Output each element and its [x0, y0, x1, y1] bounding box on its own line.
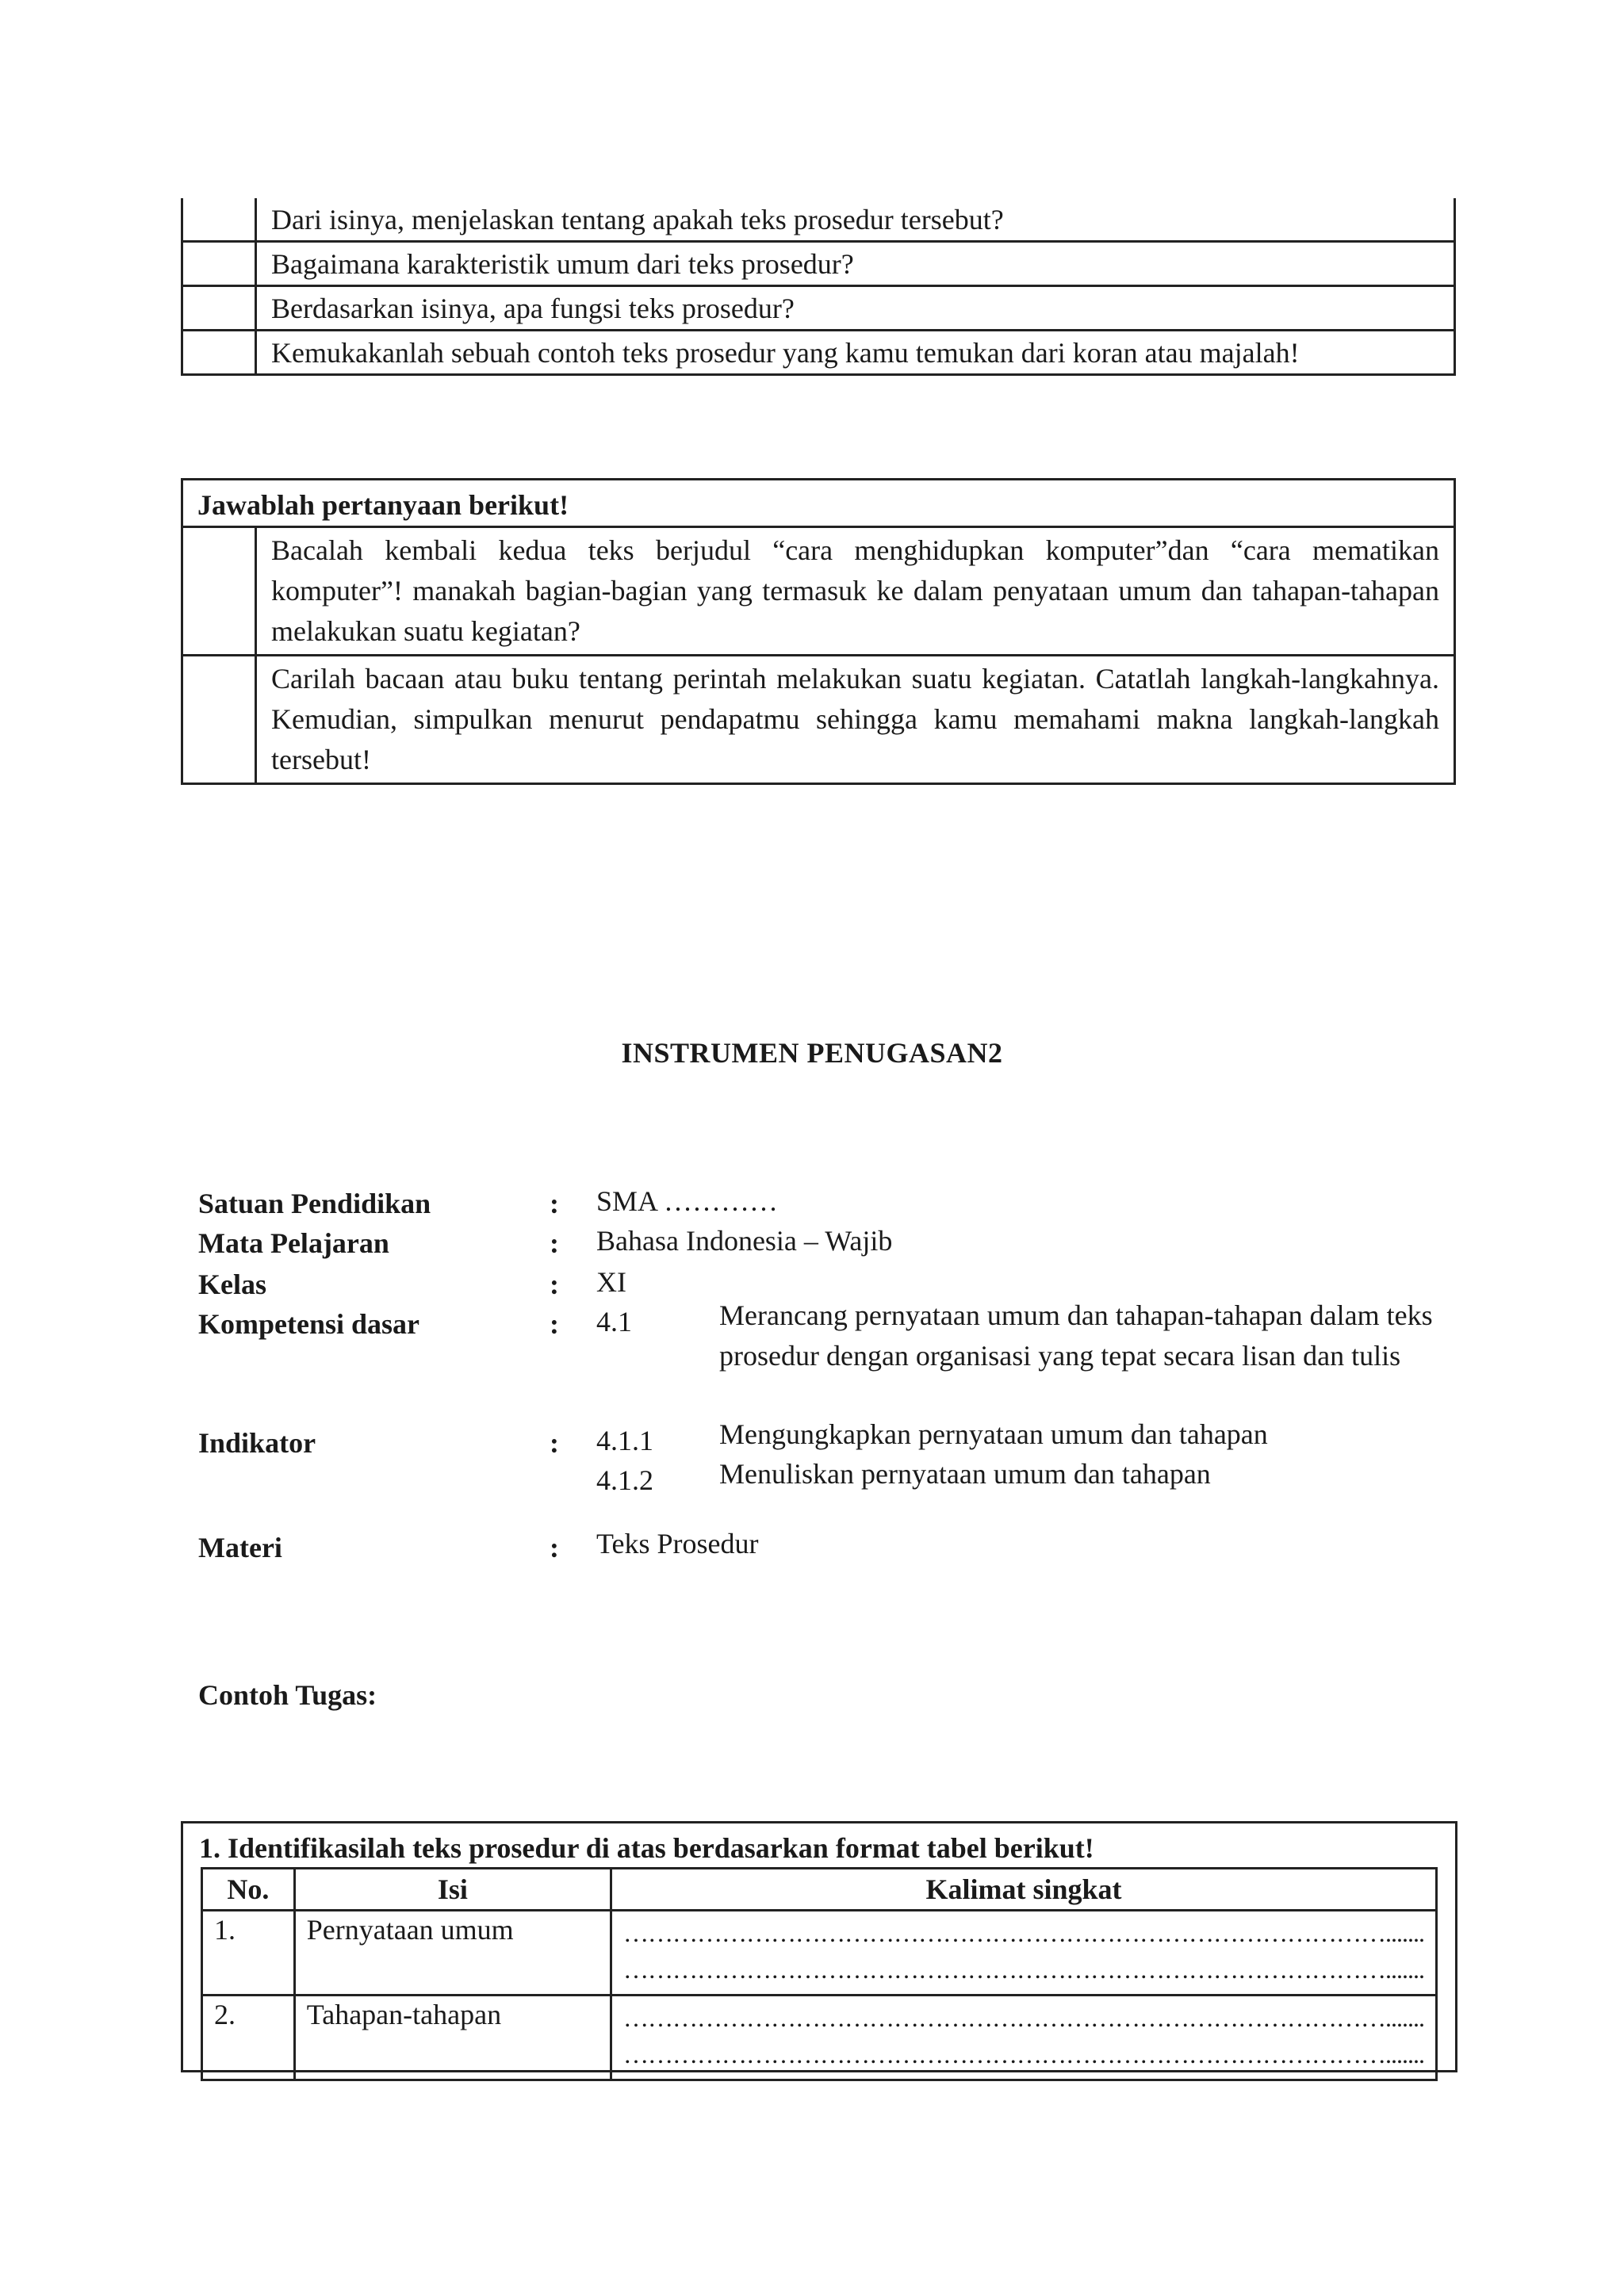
row-number: 2.: [202, 1996, 295, 2080]
table-row: [182, 656, 1455, 784]
column-header-kalimat: Kalimat singkat: [611, 1869, 1437, 1911]
materi-label: Materi: [198, 1532, 282, 1563]
question-cell: Bacalah kembali kedua teks berjudul “cara menghidupkan komputer”dan “cara mematikan komputer”! manakah bagian-bagian yang termasuk ke dalam penyataan umum dan tahapan-tahapan melakukan suatu kegiatan?: [256, 527, 1455, 656]
question-cell: Dari isinya, menjelaskan tentang apakah teks prosedur tersebut?: [256, 198, 1455, 242]
table-row: [202, 1911, 1437, 1996]
number-cell: [182, 656, 256, 784]
indikator-2-code: 4.1.2: [596, 1464, 653, 1496]
dotted-line: ………………………………………………………………………………….......: [623, 1919, 1424, 1948]
colon: :: [550, 1308, 559, 1340]
materi-value: Teks Prosedur: [596, 1528, 759, 1559]
dotted-line: ………………………………………………………………………………….......: [623, 1955, 1424, 1984]
task-instruction: 1. Identifikasilah teks prosedur di atas berdasarkan format tabel berikut!: [199, 1832, 1094, 1864]
row-content-label: Tahapan-tahapan: [294, 1996, 611, 2080]
kd-text: Merancang pernyataan umum dan tahapan-tahapan dalam teks prosedur dengan organisasi yang tepat secara lisan dan tulis: [719, 1299, 1433, 1372]
row-number: 1.: [202, 1911, 295, 1996]
example-task-heading: Contoh Tugas:: [198, 1679, 377, 1711]
satuan-label: Satuan Pendidikan: [198, 1188, 431, 1219]
table-row: [182, 286, 1455, 331]
number-cell: [182, 286, 256, 331]
kelas-label: Kelas: [198, 1269, 266, 1300]
number-cell: [182, 242, 256, 286]
answer-blank[interactable]: [611, 1996, 1437, 2080]
satuan-value: SMA …………: [596, 1185, 779, 1217]
colon: :: [550, 1427, 559, 1459]
indikator-1-text: Mengungkapkan pernyataan umum dan tahapan: [719, 1418, 1268, 1450]
number-cell: [182, 527, 256, 656]
number-cell: [182, 198, 256, 242]
number-cell: [182, 331, 256, 375]
table-row: [182, 198, 1455, 242]
indikator-label: Indikator: [198, 1427, 316, 1459]
kd-label: Kompetensi dasar: [198, 1308, 419, 1340]
table-row: [182, 331, 1455, 375]
column-header-isi: Isi: [294, 1869, 611, 1911]
kelas-value: XI: [596, 1266, 626, 1298]
table-heading: Jawablah pertanyaan berikut!: [182, 480, 1455, 527]
table-row: [202, 1996, 1437, 2080]
kd-code: 4.1: [596, 1306, 632, 1337]
answer-blank[interactable]: [611, 1911, 1437, 1996]
table-header-row: [202, 1869, 1437, 1911]
question-table-continued: [181, 198, 1456, 376]
question-cell: Berdasarkan isinya, apa fungsi teks prosedur?: [256, 286, 1455, 331]
identification-task-box: [181, 1821, 1457, 2072]
identification-table: [201, 1867, 1438, 2081]
dotted-line: ………………………………………………………………………………….......: [623, 2003, 1424, 2033]
indikator-2-text: Menuliskan pernyataan umum dan tahapan: [719, 1458, 1211, 1490]
dotted-line: ………………………………………………………………………………….......: [623, 2040, 1424, 2069]
question-cell: Bagaimana karakteristik umum dari teks prosedur?: [256, 242, 1455, 286]
column-header-no: No.: [202, 1869, 295, 1911]
question-cell: Kemukakanlah sebuah contoh teks prosedur yang kamu temukan dari koran atau majalah!: [256, 331, 1455, 375]
row-content-label: Pernyataan umum: [294, 1911, 611, 1996]
mapel-value: Bahasa Indonesia – Wajib: [596, 1225, 893, 1257]
colon: :: [550, 1188, 559, 1219]
answer-questions-table: [181, 478, 1456, 785]
page-title: INSTRUMEN PENUGASAN2: [621, 1037, 1003, 1069]
colon: :: [550, 1269, 559, 1300]
mapel-label: Mata Pelajaran: [198, 1227, 389, 1259]
colon: :: [550, 1227, 559, 1259]
table-header-row: [182, 480, 1455, 527]
indikator-1-code: 4.1.1: [596, 1425, 653, 1456]
colon: :: [550, 1532, 559, 1563]
question-cell: Carilah bacaan atau buku tentang perintah melakukan suatu kegiatan. Catatlah langkah-langkahnya. Kemudian, simpulkan menurut pendapatmu sehingga kamu memahami makna langkah-langkah tersebut!: [256, 656, 1455, 784]
table-row: [182, 242, 1455, 286]
table-row: [182, 527, 1455, 656]
